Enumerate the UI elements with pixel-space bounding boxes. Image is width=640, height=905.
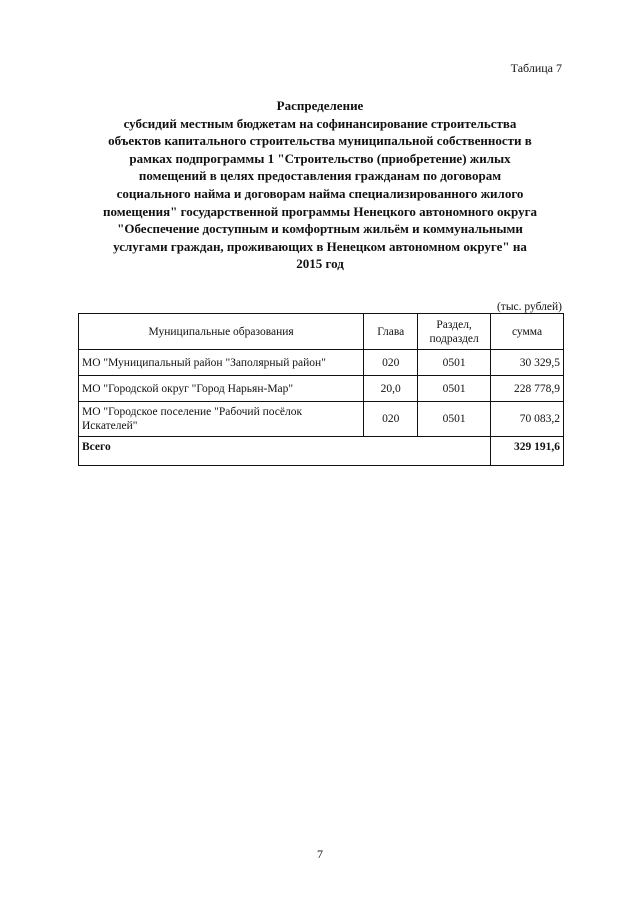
cell-glava: 020	[364, 402, 418, 437]
title-line: Распределение	[276, 98, 364, 113]
page-number: 7	[317, 847, 323, 861]
header-name: Муниципальные образования	[79, 314, 364, 350]
header-razdel: Раздел, подраздел	[418, 314, 491, 350]
total-label: Всего	[79, 437, 491, 466]
cell-summa: 30 329,5	[491, 350, 564, 376]
cell-name: МО "Муниципальный район "Заполярный район"	[79, 350, 364, 376]
cell-name: МО "Городской округ "Город Нарьян-Мар"	[79, 376, 364, 402]
title-line: объектов капитального строительства муниципальной собственности в	[108, 133, 532, 149]
total-row	[79, 437, 564, 466]
header-glava: Глава	[364, 314, 418, 350]
cell-name: МО "Городское поселение "Рабочий посёлок Искателей"	[79, 402, 364, 437]
table-row	[79, 350, 564, 376]
units-label: (тыс. рублей)	[496, 301, 562, 313]
total-summa: 329 191,6	[491, 437, 564, 466]
header-summa: сумма	[491, 314, 564, 350]
cell-razdel: 0501	[418, 350, 491, 376]
cell-glava: 20,0	[364, 376, 418, 402]
title-line: услугами граждан, проживающих в Ненецком автономном округе" на	[113, 238, 527, 254]
title-line: "Обеспечение доступным и комфортным жильём и коммунальными	[117, 221, 523, 237]
table-header-row	[79, 314, 564, 350]
cell-summa: 228 778,9	[491, 376, 564, 402]
subsidy-table	[78, 313, 564, 466]
document-title	[70, 97, 570, 273]
title-line: 2015 год	[296, 256, 344, 272]
title-line: социального найма и договорам найма специализированного жилого	[116, 185, 524, 201]
title-line: субсидий местным бюджетам на софинансирование строительства	[123, 115, 517, 131]
cell-summa: 70 083,2	[491, 402, 564, 437]
cell-razdel: 0501	[418, 376, 491, 402]
table-number: Таблица 7	[510, 61, 562, 75]
cell-glava: 020	[364, 350, 418, 376]
title-line: помещений в целях предоставления гражданам по договорам	[138, 168, 502, 184]
table-row	[79, 402, 564, 437]
title-line: рамках подпрограммы 1 "Строительство (приобретение) жилых	[129, 150, 511, 166]
table-row	[79, 376, 564, 402]
cell-razdel: 0501	[418, 402, 491, 437]
title-line: помещения" государственной программы Ненецкого автономного округа	[103, 203, 537, 219]
